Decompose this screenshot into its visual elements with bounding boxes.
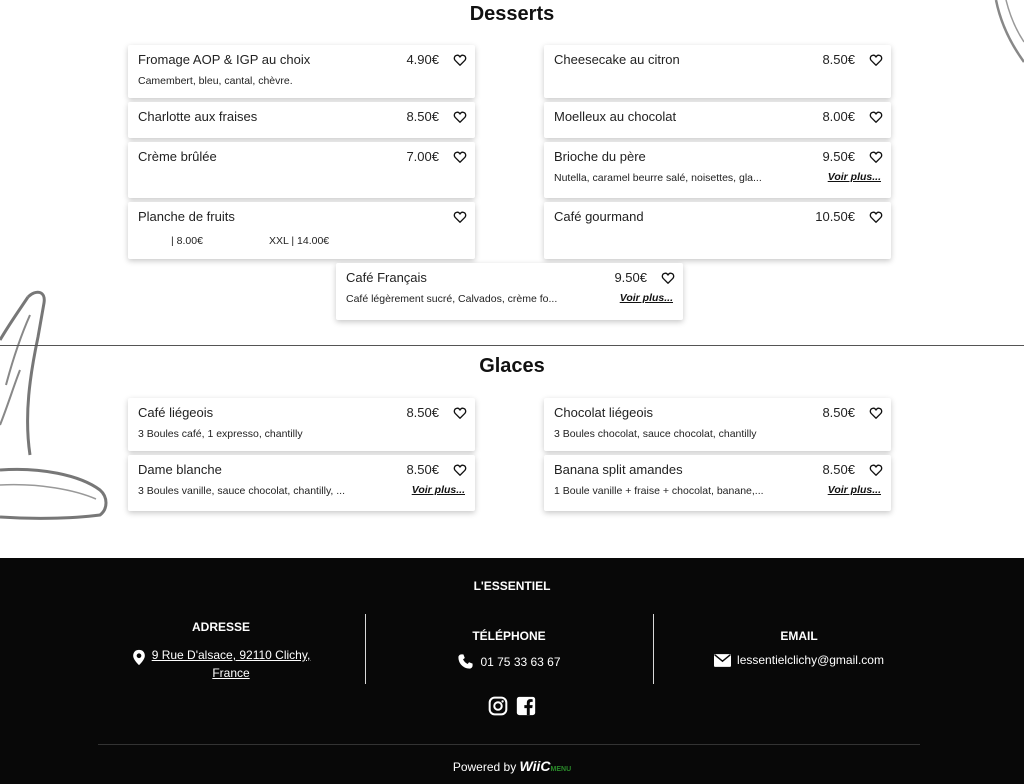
wiic-logo-sub: MENU [550, 766, 572, 773]
footer-divider [365, 614, 366, 684]
address-link[interactable]: 9 Rue D'alsace, 92110 Clichy, [151, 648, 311, 662]
item-name: Brioche du père [554, 149, 646, 164]
item-name: Moelleux au chocolat [554, 109, 677, 124]
item-description: 1 Boule vanille + fraise + chocolat, banane,... [554, 485, 764, 497]
facebook-icon[interactable] [516, 696, 536, 716]
menu-item-card[interactable] [128, 455, 475, 511]
item-description: 3 Boules vanille, sauce chocolat, chantilly, ... [138, 485, 346, 497]
item-price: 8.50€ [822, 405, 855, 420]
item-name: Planche de fruits [138, 209, 235, 224]
phone-number[interactable]: 01 75 33 63 67 [480, 654, 561, 669]
site-footer [0, 558, 1024, 784]
menu-item-card[interactable] [128, 202, 475, 259]
item-price: 8.00€ [822, 109, 855, 124]
menu-item-card[interactable] [128, 398, 475, 451]
item-name: Cheesecake au citron [554, 52, 680, 67]
heart-icon[interactable] [869, 150, 883, 164]
heart-icon[interactable] [453, 463, 467, 477]
footer-separator [98, 744, 920, 745]
item-description: Nutella, caramel beurre salé, noisettes, gla... [554, 172, 762, 184]
section-divider [0, 345, 1024, 346]
glaces-title: Glaces [479, 355, 545, 377]
heart-icon[interactable] [661, 271, 675, 285]
footer-brand: L'ESSENTIEL [473, 579, 551, 593]
item-price: 8.50€ [406, 109, 439, 124]
item-description: Camembert, bleu, cantal, chèvre. [138, 75, 293, 87]
item-variant-price: XXL | 14.00€ [269, 235, 330, 247]
heart-icon[interactable] [453, 53, 467, 67]
item-price: 9.50€ [822, 149, 855, 164]
heart-icon[interactable] [869, 406, 883, 420]
heart-icon[interactable] [869, 110, 883, 124]
wiic-logo[interactable]: WiiC [519, 758, 551, 774]
phone-label: TÉLÉPHONE [472, 629, 546, 643]
menu-item-card[interactable] [544, 142, 891, 198]
address-label: ADRESSE [191, 620, 250, 634]
menu-item-card[interactable] [544, 455, 891, 511]
item-price: 8.50€ [406, 405, 439, 420]
desserts-title: Desserts [469, 3, 555, 25]
envelope-icon [714, 654, 731, 667]
item-description: Café légèrement sucré, Calvados, crème fo... [346, 293, 558, 305]
item-price: 8.50€ [822, 462, 855, 477]
phone-block [386, 629, 632, 670]
heart-icon[interactable] [453, 110, 467, 124]
address-link-country[interactable]: France [212, 666, 250, 680]
heart-icon[interactable] [453, 406, 467, 420]
menu-item-card[interactable] [128, 45, 475, 98]
item-price: 4.90€ [406, 52, 439, 67]
menu-item-card[interactable] [544, 102, 891, 138]
menu-item-card[interactable] [128, 102, 475, 138]
footer-divider [653, 614, 654, 684]
heart-icon[interactable] [869, 210, 883, 224]
item-price: 8.50€ [822, 52, 855, 67]
item-description: 3 Boules chocolat, sauce chocolat, chantilly [554, 428, 757, 440]
menu-item-card[interactable] [544, 398, 891, 451]
item-price: 9.50€ [614, 270, 647, 285]
heart-icon[interactable] [453, 150, 467, 164]
item-name: Chocolat liégeois [554, 405, 654, 420]
phone-icon [457, 653, 474, 670]
see-more-link[interactable]: Voir plus... [827, 171, 881, 183]
menu-item-card[interactable] [544, 45, 891, 98]
email-address[interactable]: lessentielclichy@gmail.com [737, 653, 884, 667]
powered-by-label: Powered by [452, 760, 517, 774]
email-block [674, 629, 924, 667]
heart-icon[interactable] [869, 463, 883, 477]
item-name: Café gourmand [554, 209, 644, 224]
item-price: 10.50€ [815, 209, 855, 224]
item-price: 7.00€ [406, 149, 439, 164]
location-pin-icon [132, 649, 146, 666]
heart-icon[interactable] [869, 53, 883, 67]
item-name: Banana split amandes [554, 462, 683, 477]
item-name: Charlotte aux fraises [138, 109, 258, 124]
decorative-bottle-sketch [0, 285, 115, 525]
see-more-link[interactable]: Voir plus... [827, 484, 881, 496]
social-links [0, 696, 1024, 716]
heart-icon[interactable] [453, 210, 467, 224]
see-more-link[interactable]: Voir plus... [411, 484, 465, 496]
item-description: 3 Boules café, 1 expresso, chantilly [138, 428, 303, 440]
menu-item-card[interactable] [336, 263, 683, 320]
menu-item-card[interactable] [544, 202, 891, 259]
item-name: Café Français [346, 270, 427, 285]
menu-item-card[interactable] [128, 142, 475, 198]
item-variant-price: | 8.00€ [171, 235, 203, 247]
powered-by [0, 758, 1024, 774]
item-price: 8.50€ [406, 462, 439, 477]
email-label: EMAIL [780, 629, 818, 643]
item-name: Crème brûlée [138, 149, 217, 164]
item-name: Fromage AOP & IGP au choix [138, 52, 311, 67]
instagram-icon[interactable] [488, 696, 508, 716]
item-name: Dame blanche [138, 462, 222, 477]
item-name: Café liégeois [138, 405, 214, 420]
address-block [98, 620, 344, 682]
see-more-link[interactable]: Voir plus... [619, 292, 673, 304]
